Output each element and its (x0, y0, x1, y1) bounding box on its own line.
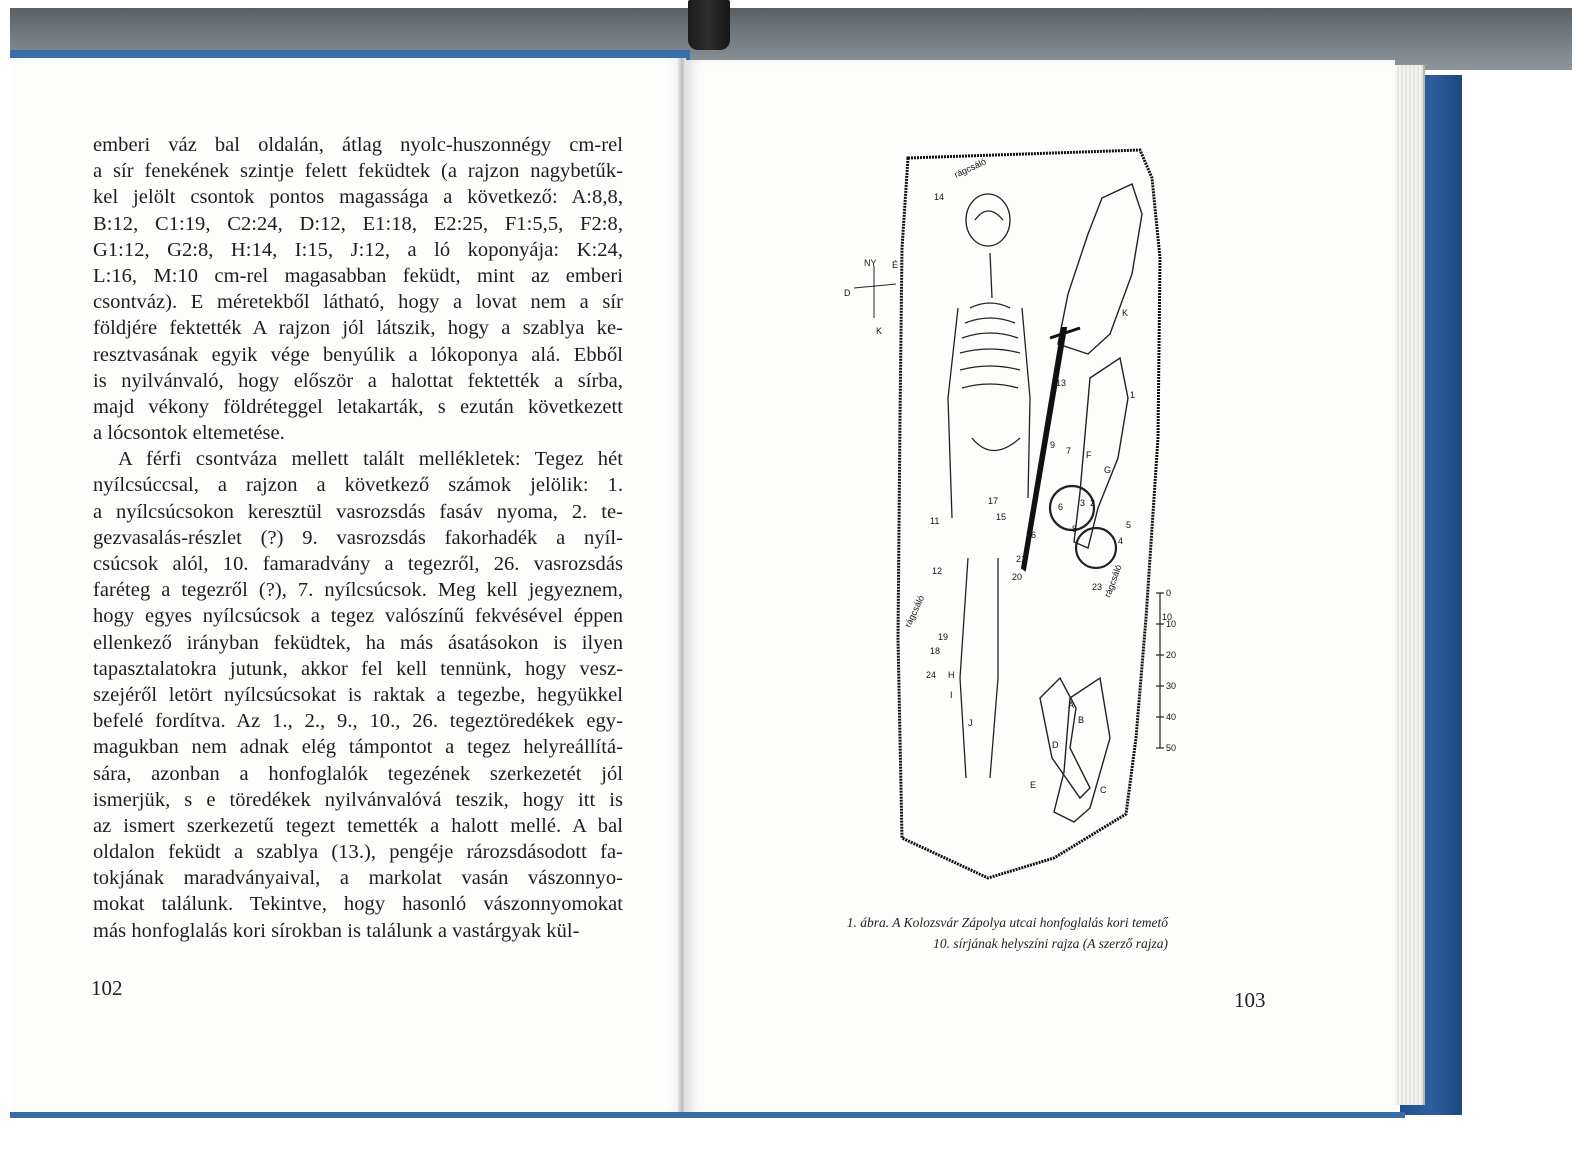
figure-number-label: 13 (1056, 378, 1067, 388)
compass-label: K (876, 326, 883, 336)
text-line: sára, azonban a honfoglalók tegezének szerkezetét jól (93, 762, 623, 785)
book-cover-bottom (10, 1112, 1405, 1118)
caption-line-2: 10. sírjának helyszíni rajza (A szerző rajza) (933, 936, 1168, 951)
ragcsalo-label: rágcsáló (1102, 563, 1124, 599)
figure-annotations (844, 156, 1176, 795)
figure-number-label: 2 (1090, 498, 1096, 508)
text-line: B:12, C1:19, C2:24, D:12, E1:18, E2:25, F1:5,5, F2:8, (93, 212, 623, 235)
bookmark-ribbon (688, 0, 730, 50)
figure-caption (796, 912, 1168, 954)
compass-label: É (892, 260, 899, 270)
horse-skull (1058, 184, 1142, 354)
text-line: a sír fenekének szintje felett feküdtek (a rajzon nagybetűk- (93, 160, 623, 183)
figure-number-label: 23 (1092, 582, 1103, 592)
figure-number-label: 18 (930, 646, 941, 656)
figure-number-label: 9 (1050, 440, 1056, 450)
text-line: az ismert szerkezetű tegezt temették a halott mellé. A bal (93, 814, 623, 837)
text-line: tapasztalatokra jutunk, akkor fel kell tennünk, hogy vesz- (93, 657, 623, 680)
page-number-right: 103 (1234, 988, 1266, 1012)
bone-letter-label: K (1122, 308, 1129, 318)
text-line: A férfi csontváza mellett talált mellékletek: Tegez hét (118, 448, 623, 471)
figure-number-label: 17 (988, 496, 999, 506)
figure-number-label: 5 (1126, 520, 1132, 530)
bone-letter-label: G (1104, 465, 1112, 475)
text-line: más honfoglalás kori sírokban is találunk a vastárgyak kül- (93, 919, 580, 942)
scale-label: 0 (1166, 588, 1172, 598)
figure-number-label: 12 (932, 566, 943, 576)
text-line: tokjának maradványaival, a markolat vasán vászonnyo- (93, 867, 623, 890)
text-line: kel jelölt csontok pontos magassága a következő: A:8,8, (93, 186, 623, 209)
scale-label: 20 (1166, 650, 1177, 660)
figure-number-label: 20 (1012, 572, 1023, 582)
ragcsalo-label: rágcsáló (902, 593, 927, 629)
text-line: magukban nem adnak elég támpontot a tegez helyreállítá- (93, 736, 623, 759)
text-line: mokat találunk. Tekintve, hogy hasonló vászonnyomokat (93, 893, 623, 916)
text-line: majd vékony földréteggel letakarták, s ezután következett (93, 395, 623, 418)
figure-number-label: 1 (1130, 390, 1136, 400)
text-line: emberi váz bal oldalán, átlag nyolc-huszonnégy cm-rel (93, 134, 623, 156)
text-line: hogy egyes nyílcsúcsok a tegez valószínű fekvésével éppen (93, 605, 623, 628)
caption-line-1: 1. ábra. A Kolozsvár Zápolya utcai honfoglalás kori temető (846, 915, 1168, 930)
figure-number-label: 7 (1066, 446, 1072, 456)
text-line: gezvasalás-részlet (?) 9. vasrozsdás fakorhadék a nyíl- (93, 526, 623, 549)
grave-outline (898, 150, 1160, 878)
text-line: csúcsok alól, 10. famaradvány a tegezről, 26. vasrozsdás (93, 553, 623, 575)
bone-letter-label: H (948, 670, 955, 680)
scale-label: 50 (1166, 743, 1177, 753)
bone-letter-label: D (1052, 740, 1059, 750)
figure-number-label: 4 (1118, 536, 1124, 546)
figure-number-label: 10 (1162, 612, 1173, 622)
scale-label: 40 (1166, 712, 1177, 722)
text-line: a nyílcsúcsokon keresztül vasrozsdás fasáv nyoma, 2. te- (93, 500, 623, 523)
horse-hoof-2 (1076, 528, 1116, 568)
compass-label: NY (864, 258, 877, 268)
left-page-text (93, 132, 623, 944)
figure-number-label: 11 (930, 516, 940, 526)
text-line: ellenkező irányban feküdtek, ha más ásatásokon is ilyen (93, 631, 623, 654)
figure-number-label: 3 (1080, 498, 1086, 508)
text-line: csontváz). E méretekből látható, hogy a lovat nem a sír (93, 291, 623, 314)
text-line: nyílcsúccsal, a rajzon a következő számok jelölik: 1. (93, 474, 623, 497)
figure-number-label: 26 (1026, 530, 1037, 540)
figure-number-label: 19 (938, 632, 949, 642)
skeleton-bones (948, 194, 1030, 778)
text-line: ismerjük, s e töredékek nyilvánvalóvá teszik, hogy itt is (93, 788, 623, 811)
bone-letter-label: I (950, 690, 953, 700)
figure-number-label: 24 (926, 670, 937, 680)
text-line: faréteg a tegezről (?), 7. nyílcsúcsok. Meg kell jegyeznem, (93, 579, 623, 602)
bone-letter-label: F (1086, 450, 1092, 460)
text-line: a lócsontok eltemetése. (93, 422, 285, 445)
grave-drawing (840, 138, 1200, 898)
bone-letter-label: E (1030, 780, 1037, 790)
text-line: is nyilvánvaló, hogy először a halottat fektették a sírba, (93, 369, 623, 392)
text-line: befelé fordítva. Az 1., 2., 9., 10., 26. tegeztöredékek egy- (93, 710, 623, 733)
bone-letter-label: A (1068, 700, 1075, 710)
figure-number-label: 6 (1058, 502, 1064, 512)
human-skull (966, 194, 1010, 246)
page-number-left: 102 (91, 976, 123, 1000)
grave-drawing-figure (840, 138, 1200, 898)
text-line: L:16, M:10 cm-rel magasabban feküdt, mint az emberi (93, 264, 623, 287)
figure-number-label: 14 (934, 192, 945, 202)
text-line: G1:12, G2:8, H:14, I:15, J:12, a ló koponyája: K:24, (93, 238, 623, 261)
text-line: resztvasának egyik vége benyúlik a lókoponya alá. Ebből (93, 343, 623, 366)
text-line: oldalon feküdt a szablya (13.), pengéje rározsdásodott fa- (93, 841, 623, 864)
book-gutter (678, 58, 686, 1116)
text-line: szejéről letört nyílcsúcsokat is raktak a tegezbe, hegyükkel (93, 683, 623, 706)
scale-label: 30 (1166, 681, 1177, 691)
compass-label: D (844, 288, 851, 298)
bone-letter-label: B (1078, 715, 1085, 725)
figure-number-label: 15 (996, 512, 1007, 522)
figure-number-label: 8 (1072, 524, 1078, 534)
ragcsalo-label: rágcsáló (952, 156, 988, 180)
bone-letter-label: J (968, 718, 973, 728)
bone-letter-label: C (1100, 785, 1107, 795)
text-line: földjére fektették A rajzon jól látszik, hogy a szablya ke- (93, 317, 623, 340)
figure-number-label: 21 (1016, 554, 1027, 564)
scale-label: 10 (1166, 619, 1177, 629)
compass-rose (854, 266, 896, 318)
